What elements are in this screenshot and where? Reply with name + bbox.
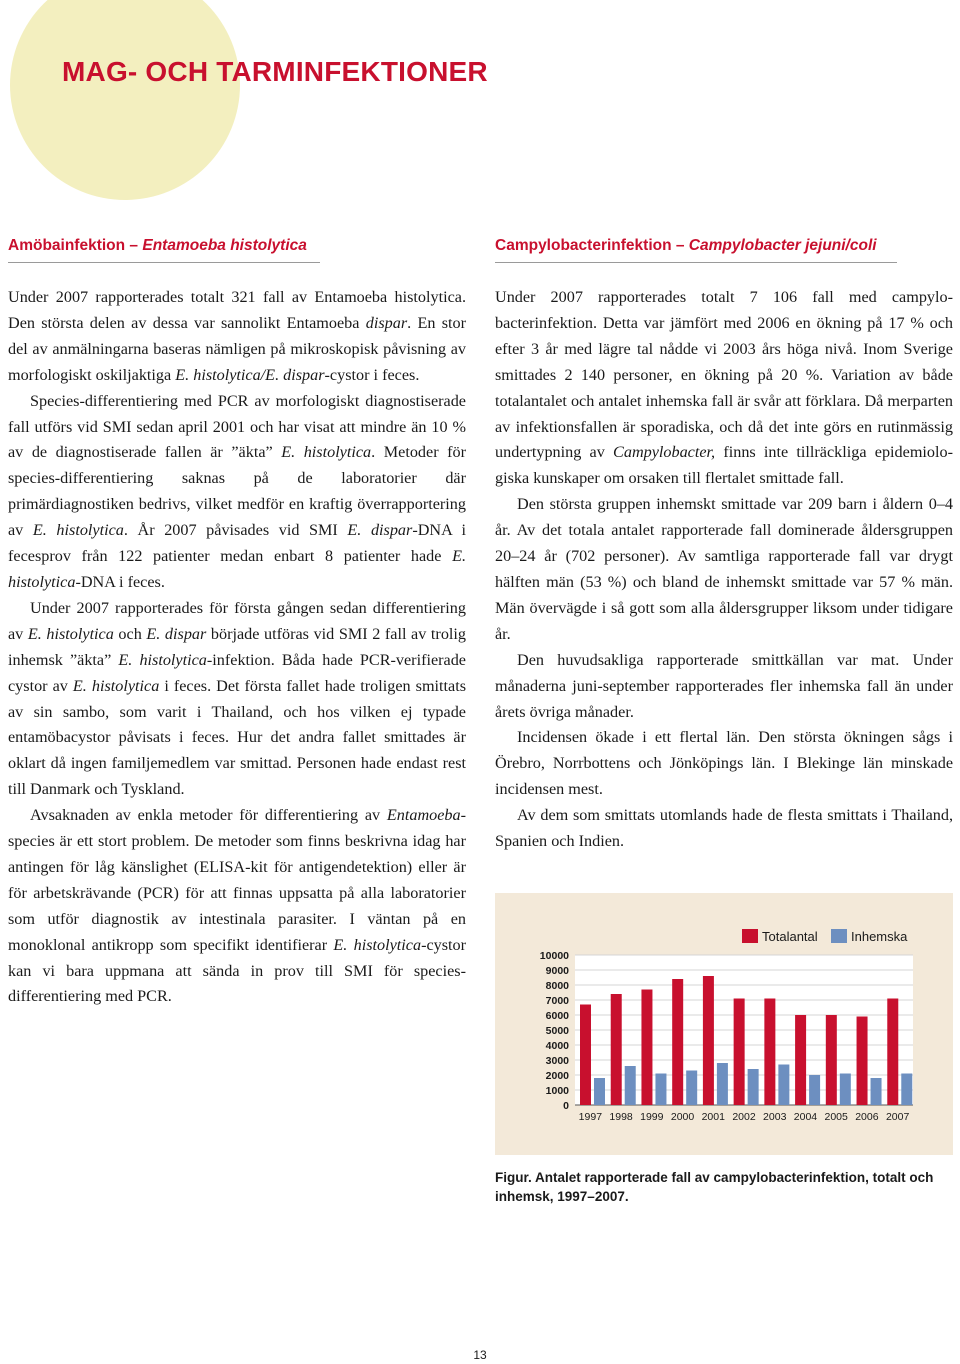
x-tick-label: 2000 — [670, 1111, 695, 1123]
text-run: -species är ett stort problem. De metoder som finns beskrivna idag har antingen för låg känslighet (ELISA-kit för antigendetektion) eller är för arbetskrävande (PCR) för att finnas uppsatta på alla laboratorier som utför diagnostik av intestinala parasiter. I väntan på en monoklonal antikropp som specifikt identifierar — [8, 806, 466, 954]
bar-totalantal-2001 — [703, 976, 714, 1105]
text-run: Under 2007 rapporterades för första gången sedan differentiering av — [8, 598, 466, 643]
text-run: Den största gruppen inhemskt smittade var 209 barn i åldern 0–4 år. Av det totala antalet rapporterade fall dominerade åldersgruppen 20–24 år (702 personer). Av samtliga rapporterade fall var drygt hälften män (53 %) och bland de inhemskt smittade var 57 % män. Män övervägde i så gott som alla åldersgrupper liksom under tidigare år. — [495, 495, 953, 643]
y-tick-label: 1000 — [545, 1085, 569, 1097]
text-run: Avsaknaden av enkla metoder för differentiering av — [30, 806, 387, 825]
text-run: -DNA i fecesprov från 122 patienter medan enbart 8 patienter hade — [8, 521, 466, 566]
section-heading-campylobacter — [495, 237, 897, 263]
bar-totalantal-2004 — [795, 1015, 806, 1105]
text-run: Av dem som smittats utomlands hade de flesta smittats i Thailand, Spanien och Indien. — [495, 806, 953, 851]
section-heading-amoeba-main: Amöbainfektion – — [8, 237, 143, 254]
page-number: 13 — [473, 1348, 487, 1362]
legend-label-inhemska: Inhemska — [851, 929, 908, 944]
legend-label-totalantal: Totalantal — [762, 929, 818, 944]
text-run: i feces. Det första fallet hade troligen smittats av sin sambo, som varit i Thailand, och hos vilken ej typade entamöbacystor påvisats i feces. Hur det andra fallet smittades är oklart då ingen familjemedlem var smittad. Personen hade endast rest till Danmark och Tyskland. — [8, 676, 467, 799]
legend-swatch-totalantal — [742, 929, 758, 943]
x-tick-label: 2007 — [885, 1111, 910, 1123]
bar-inhemska-2000 — [686, 1071, 697, 1106]
bar-inhemska-2006 — [871, 1078, 882, 1105]
campylobacter-chart — [495, 893, 953, 1155]
y-tick-label: 0 — [563, 1100, 569, 1112]
y-tick-label: 8000 — [545, 980, 569, 992]
campylobacter-paragraph — [495, 285, 953, 492]
bar-inhemska-1997 — [594, 1078, 605, 1105]
text-run: började utföras vid SMI 2 fall av trolig inhemsk ”äkta” — [8, 624, 466, 669]
campylobacter-paragraph — [495, 492, 953, 647]
bar-inhemska-2003 — [778, 1065, 789, 1106]
italic-text-run: E. histolytica/E. dispar — [175, 365, 325, 384]
y-tick-label: 7000 — [545, 995, 569, 1007]
text-run: Species-differentiering med PCR av morfologiskt diagnostiserade fall utförs vid SMI sedan april 2001 och har visat att mindre än 10 % av de diagnostiserade fallen är ”äkta” — [8, 391, 466, 462]
text-run: Under 2007 rapporterades totalt 7 106 fall med campylobacterinfektion. Detta var jämfört med 2006 en ökning på 17 % och efter 3 år med lägre tal nådde vi 2003 års höga nivå. Inom Sverige smittades 2 140 personer, en ökning på 20 %. Variation av både totalantalet och antalet inhemska fall är svår att förklara. Då merparten av infektionsfallen är sporadiska, och då det inte görs en rutinmässig undertypning av — [495, 288, 953, 462]
x-tick-label: 2006 — [855, 1111, 879, 1123]
y-tick-label: 5000 — [545, 1025, 569, 1037]
decorative-circle — [10, 0, 240, 200]
amoeba-paragraph — [8, 596, 466, 803]
bar-inhemska-2001 — [717, 1063, 728, 1105]
italic-text-run: E. histolytica — [27, 624, 114, 643]
campylobacter-paragraph — [495, 648, 953, 726]
amoeba-paragraph — [8, 803, 466, 1010]
y-tick-label: 3000 — [545, 1055, 569, 1067]
italic-text-run: E. histolytica — [8, 547, 466, 591]
section-heading-campylobacter-main: Campylobacterinfektion – — [495, 237, 689, 254]
page-title: MAG- OCH TARMINFEKTIONER — [62, 56, 488, 87]
x-tick-label: 1998 — [609, 1111, 633, 1123]
text-run: -infektion. Båda hade PCR-verifierade cystor av — [8, 650, 466, 695]
bar-inhemska-2002 — [748, 1069, 759, 1105]
bar-totalantal-1998 — [611, 994, 622, 1105]
y-tick-label: 10000 — [539, 950, 569, 962]
x-tick-label: 1999 — [640, 1111, 664, 1123]
italic-text-run: Campylobacter, — [613, 443, 716, 462]
bar-inhemska-1999 — [655, 1074, 666, 1106]
text-run: finns inte tillräckliga epidemiologiska kunskaper om orsaken till flertalet smittade fall. — [495, 443, 953, 488]
section-heading-campylobacter-species: Campylobacter jejuni/coli — [688, 237, 877, 254]
x-tick-label: 2001 — [701, 1111, 725, 1123]
bar-totalantal-2002 — [734, 999, 745, 1106]
x-tick-label: 2005 — [824, 1111, 848, 1123]
italic-text-run: E. histolytica — [72, 676, 160, 695]
text-run: . Metoder för species-differentiering saknas på de laboratorier där primärdiagnostiken bedrivs, vilket medför en kraftig överrapportering av — [8, 443, 466, 540]
text-run: Under 2007 rapporterades totalt 321 fall av Entamoeba histolytica. Den största delen av dessa var sannolikt Entamoeba — [8, 288, 466, 332]
text-run: -cystor i feces. — [324, 365, 420, 384]
italic-text-run: E. histolytica — [281, 443, 372, 462]
campylobacter-bar-chart — [495, 893, 953, 1155]
text-run: Incidensen ökade i ett flertal län. Den största ökningen sågs i Örebro, Norrbottens och Jönköpings län. I Blekinge län minskade incidensen mest. — [495, 728, 953, 799]
y-tick-label: 4000 — [545, 1040, 569, 1052]
amoeba-paragraph — [8, 285, 466, 389]
campylobacter-paragraph — [495, 803, 953, 855]
text-run: och — [113, 624, 147, 643]
text-run: -DNA i feces. — [75, 572, 165, 591]
italic-text-run: dispar — [365, 313, 408, 332]
campylobacter-body-text — [495, 285, 953, 855]
italic-text-run: E. dispar — [146, 624, 207, 643]
bar-totalantal-2000 — [672, 979, 683, 1105]
text-run: . År 2007 påvisades vid SMI — [123, 521, 348, 540]
y-tick-label: 6000 — [545, 1010, 569, 1022]
italic-text-run: E. histolytica — [32, 521, 124, 540]
bar-totalantal-2007 — [887, 999, 898, 1106]
x-tick-label: 2003 — [763, 1111, 787, 1123]
bar-totalantal-2003 — [764, 999, 775, 1106]
figure-caption: Figur. Antalet rapporterade fall av campylobacterinfektion, totalt och inhemsk, 1997–2007. — [495, 1170, 934, 1204]
text-run: -cystor kan vi bara uppmana att sända in prov till SMI för speciesdifferentiering med PCR. — [8, 935, 467, 1006]
x-tick-label: 2002 — [732, 1111, 756, 1123]
text-run: Den huvudsakliga rapporterade smittkällan var mat. Under månaderna juni-september rapporterades fler inhemska fall än under årets övriga månader. — [495, 650, 953, 721]
text-run: . En stor del av anmälningarna baseras nämligen på mikroskopisk påvisning av morfologiskt oskiljaktiga — [8, 313, 467, 384]
x-tick-label: 2004 — [793, 1111, 818, 1123]
italic-text-run: E. histolytica — [333, 935, 422, 954]
bar-totalantal-1999 — [641, 990, 652, 1106]
italic-text-run: E. dispar — [347, 521, 413, 540]
italic-text-run: Entamoeba — [386, 806, 461, 825]
section-heading-amoeba — [8, 237, 320, 263]
bar-inhemska-2005 — [840, 1074, 851, 1106]
bar-totalantal-2005 — [826, 1015, 837, 1105]
bar-inhemska-1998 — [625, 1066, 636, 1105]
bar-totalantal-2006 — [857, 1017, 868, 1106]
amoeba-body-text — [8, 285, 466, 1010]
section-heading-amoeba-species: Entamoeba histolytica — [142, 237, 307, 254]
campylobacter-paragraph — [495, 725, 953, 803]
bar-totalantal-1997 — [580, 1005, 591, 1106]
y-tick-label: 9000 — [545, 965, 569, 977]
x-tick-label: 1997 — [578, 1111, 603, 1123]
legend-swatch-inhemska — [831, 929, 847, 943]
amoeba-paragraph — [8, 389, 466, 596]
italic-text-run: E. histolytica — [118, 650, 207, 669]
y-tick-label: 2000 — [545, 1070, 569, 1082]
bar-inhemska-2007 — [901, 1074, 912, 1106]
bar-inhemska-2004 — [809, 1075, 820, 1105]
